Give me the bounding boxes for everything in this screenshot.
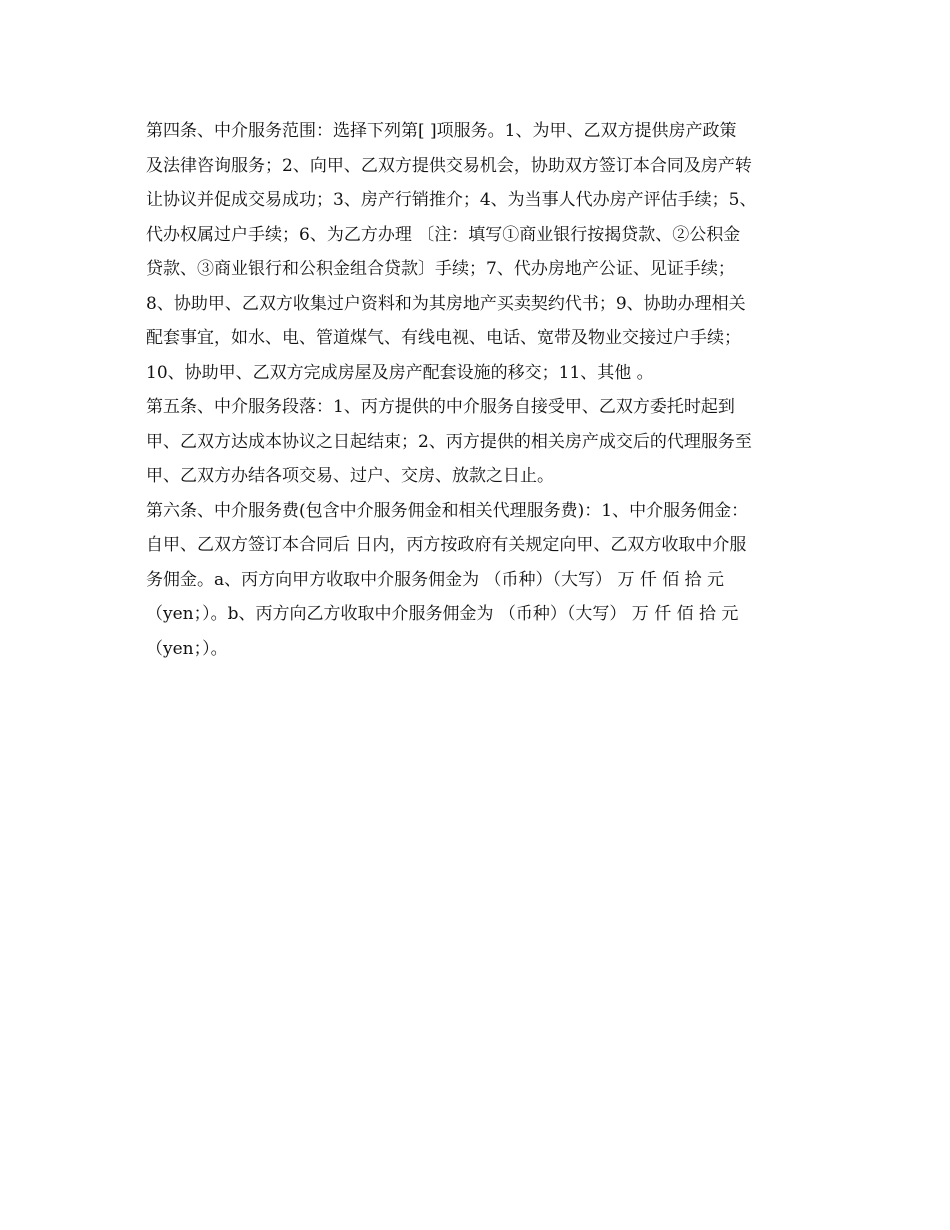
contract-text xyxy=(146,114,810,666)
text-line: （yen；）。 xyxy=(146,638,228,659)
article-4 xyxy=(146,114,810,390)
text-line: 自甲、乙双方签订本合同后 日内，丙方按政府有关规定向甲、乙双方收取中介服 xyxy=(146,535,747,555)
text-line: 让协议并促成交易成功；3、房产行销推介；4、为当事人代办房产评估手续；5、 xyxy=(146,190,757,210)
text-line: 代办权属过户手续；6、为乙方办理 〔注：填写①商业银行按揭贷款、②公积金 xyxy=(146,224,741,245)
text-line: 第四条、中介服务范围：选择下列第[ ]项服务。1、为甲、乙双方提供房产政策 xyxy=(146,121,737,141)
text-line: 10、协助甲、乙双方完成房屋及房产配套设施的移交；11、其他 。 xyxy=(146,362,654,383)
text-line: 第六条、中介服务费(包含中介服务佣金和相关代理服务费)：1、中介服务佣金： xyxy=(146,500,749,521)
text-line: 第五条、中介服务段落：1、丙方提供的中介服务自接受甲、乙双方委托时起到 xyxy=(146,397,735,417)
text-line: 甲、乙双方办结各项交易、过户、交房、放款之日止。 xyxy=(146,466,554,486)
text-line: 甲、乙双方达成本协议之日起结束；2、丙方提供的相关房产成交后的代理服务至 xyxy=(146,431,752,452)
text-line: 及法律咨询服务；2、向甲、乙双方提供交易机会，协助双方签订本合同及房产转 xyxy=(146,155,752,176)
text-line: 务佣金。a、丙方向甲方收取中介服务佣金为 （币种）（大写） 万 仟 佰 拾 元 xyxy=(146,569,725,590)
text-line: 配套事宜，如水、电、管道煤气、有线电视、电话、宽带及物业交接过户手续； xyxy=(146,328,741,348)
text-line: 8、协助甲、乙双方收集过户资料和为其房地产买卖契约代书；9、协助办理相关 xyxy=(146,293,746,314)
text-line: 贷款、③商业银行和公积金组合贷款〕手续；7、代办房地产公证、见证手续； xyxy=(146,259,735,279)
article-5 xyxy=(146,390,810,494)
text-line: （yen；）。b、丙方向乙方收取中介服务佣金为 （币种）（大写） 万 仟 佰 拾 元 xyxy=(146,604,739,624)
article-6 xyxy=(146,494,810,667)
